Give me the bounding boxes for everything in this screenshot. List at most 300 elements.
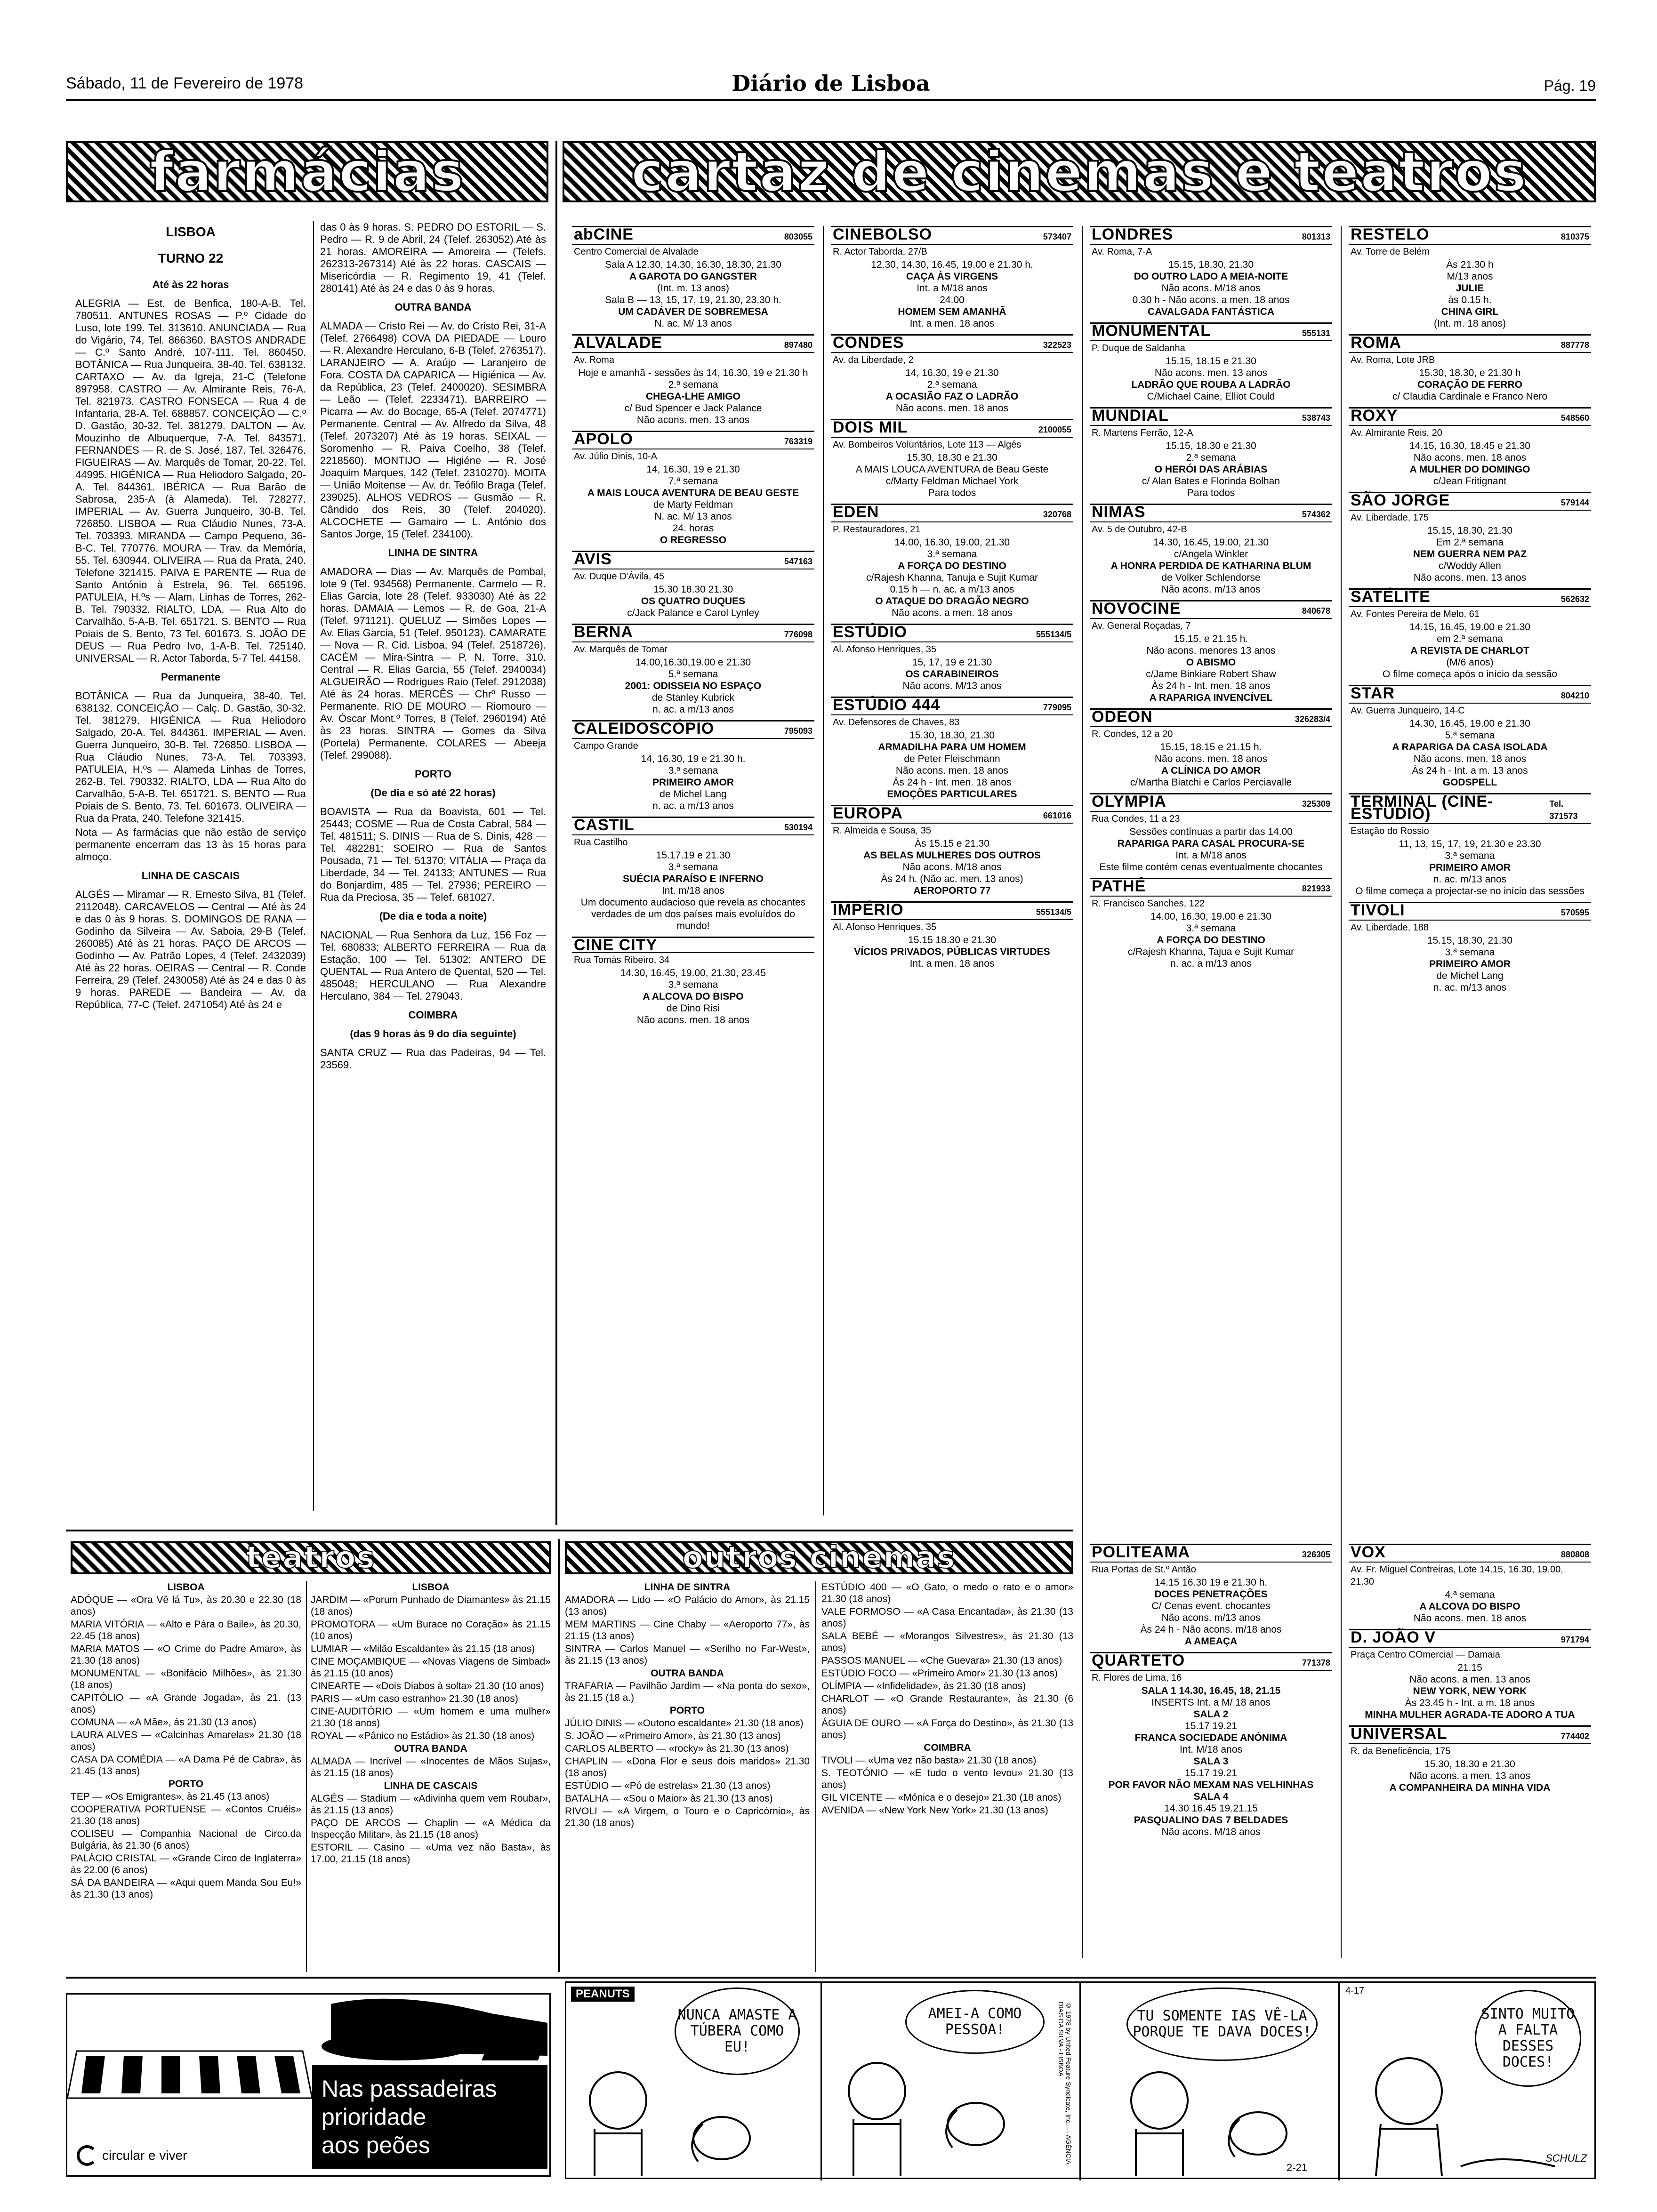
cinema-listing (831, 226, 1073, 329)
cinema-name: CALEIDOSCÓPIO (574, 720, 715, 737)
cinema-address: Rua Portas de St.º Antão (1092, 1564, 1196, 1575)
cinema-address: Av. da Liberdade, 2 (833, 355, 914, 365)
program-line: M/13 anos (1447, 271, 1493, 282)
farmacias-column-2 (320, 221, 546, 1511)
program-line: DOCES PENETRAÇÕES (1154, 1589, 1268, 1600)
listing-paragraph: COOPERATIVA PORTUENSE — «Contos Cruéis» 21.30 (18 anos) (71, 1804, 301, 1827)
cinema-listing (1349, 334, 1591, 402)
program-line: Às 24 h - Int. a m. 13 anos (1412, 765, 1528, 776)
cinema-phone: 771378 (1302, 1658, 1330, 1667)
cinema-program (1090, 633, 1332, 704)
cinemas-column-4-lower (1349, 1544, 1591, 1967)
program-line: n. ac. m/13 anos (1433, 982, 1507, 993)
cinema-listing (1090, 600, 1332, 704)
program-line: A REVISTA DE CHARLOT (1410, 645, 1529, 656)
cinema-header (1090, 708, 1332, 727)
page-number: Pág. 19 (1544, 77, 1596, 94)
column-divider (815, 1581, 816, 1972)
program-line: 15, 17, 19 e 21.30 (912, 657, 992, 668)
program-line: CHEGA-LHE AMIGO (645, 391, 741, 402)
cinema-phone: 322523 (1043, 340, 1071, 350)
program-line: NEW YORK, NEW YORK (1413, 1686, 1527, 1697)
program-line: 14.30, 16.45, 19.00, 21.30, 23.45 (620, 968, 766, 978)
program-line: c/Angela Winkler (1174, 549, 1248, 560)
cinema-phone: 897480 (784, 340, 812, 350)
cinema-name: UNIVERSAL (1351, 1725, 1448, 1743)
cinema-listing (1349, 492, 1591, 584)
program-line: UM CADÁVER DE SOBREMESA (618, 306, 768, 317)
column-divider (313, 221, 314, 1511)
program-line: de Stanley Kubrick (652, 692, 735, 703)
program-line: 15.15, 18.30, 21.30 (1427, 525, 1512, 536)
listing-paragraph: Nota — As farmácias que não estão de serviço permanente encerram das 13 às 15 horas para almoço. (75, 826, 306, 863)
cinema-address: Av. Júlio Dinis, 10-A (574, 451, 658, 462)
program-line: A MAIS LOUCA AVENTURA de Beau Geste (855, 464, 1049, 475)
cinema-address: P. Duque de Saldanha (1092, 343, 1185, 353)
cinema-program (831, 452, 1073, 499)
program-line: Não acons. men. 18 anos (1413, 753, 1527, 764)
listing-paragraph: LAURA ALVES — «Calcinhas Amarelas» 21.30 (18 anos) (71, 1730, 301, 1752)
cinema-address: Av. Fontes Pereira de Melo, 61 (1351, 609, 1480, 619)
program-line: 3.ª semana (668, 765, 718, 776)
cinema-listing (1090, 708, 1332, 788)
program-line: C/ Cenas event. chocantes (1151, 1601, 1271, 1611)
cinema-phone: 763319 (784, 437, 812, 446)
cinema-name: LONDRES (1092, 225, 1174, 243)
cinema-listing (1090, 322, 1332, 402)
cinema-header (1090, 795, 1332, 812)
section-heading: LISBOA (166, 224, 216, 239)
peanuts-comic-strip (565, 1981, 1596, 2179)
cartaz-banner (563, 141, 1596, 202)
listing-paragraph: BATALHA — «Sou o Maior» às 21.30 (13 anos) (565, 1793, 773, 1804)
program-line: 2001: ODISSEIA NO ESPAÇO (625, 681, 762, 691)
cinema-listing (572, 431, 814, 546)
cinema-listing (1349, 588, 1591, 680)
cinema-phone: 779095 (1043, 703, 1071, 712)
program-line: de Volker Schlendorse (1161, 572, 1261, 583)
listing-paragraph: SANTA CRUZ — Rua das Padeiras, 94 — Tel. 23569. (320, 1047, 546, 1071)
program-line: Sala A 12.30, 14.30, 16.30, 18.30, 21.30 (605, 259, 781, 270)
cinema-program (1090, 826, 1332, 873)
section-heading: LINHA DE CASCAIS (141, 870, 240, 882)
cinema-header (1090, 225, 1332, 245)
listing-paragraph: CAPITÓLIO — «A Grande Jogada», às 21. (13 anos) (71, 1692, 301, 1715)
listing-paragraph: CINE MOÇAMBIQUE — «Novas Viagens de Simbad» às 21.15 (10 anos) (311, 1656, 551, 1679)
comic-panel-date: 4-17 (1345, 1986, 1365, 1996)
cinema-address: Av. Liberdade, 175 (1351, 513, 1429, 523)
farmacias-banner (66, 141, 548, 202)
section-heading: TURNO 22 (158, 251, 224, 265)
program-line: Não acons. a men. 13 anos (1409, 1771, 1530, 1781)
program-line: n. ac. a m/13 anos (652, 801, 734, 811)
program-line: Não acons. men. 18 anos (1413, 1613, 1527, 1624)
cinema-program (1349, 440, 1591, 487)
program-line: Não acons. a men. 18 anos (892, 608, 1013, 618)
program-line: CORAÇÃO DE FERRO (1417, 379, 1522, 390)
cinema-header (831, 623, 1073, 642)
program-line: O HERÓI DAS ARÁBIAS (1154, 464, 1268, 475)
program-line: Não acons. men. 18 anos (895, 765, 1009, 776)
cinema-address: Centro Comercial de Alvalade (574, 247, 699, 257)
speech-bubble-2: AMEI-A COMO PESSOA! (905, 1990, 1045, 2054)
cinema-phone: 555131 (1302, 329, 1330, 338)
program-line: A ALCOVA DO BISPO (1419, 1601, 1520, 1612)
program-line: de Michel Lang (1436, 970, 1504, 981)
ad-slogan-line-1: Nas passadeiras (322, 2076, 497, 2102)
program-line: POR FAVOR NÃO MEXAM NAS VELHINHAS (1108, 1779, 1314, 1790)
program-line: 0.15 h — n. ac. a m/13 anos (890, 584, 1014, 595)
cinema-name: OLYMPIA (1092, 793, 1166, 810)
program-line: 14.00, 16.30, 19.00 e 21.30 (1150, 911, 1271, 922)
cartaz-banner-text: cartaz de cinemas e teatros (631, 139, 1528, 204)
program-line: 3.ª semana (668, 979, 718, 990)
program-line: 15.15, 18.30, 21.30 (1427, 935, 1512, 946)
cinema-address: Estação do Rossio (1351, 826, 1429, 836)
cinema-listing (572, 937, 814, 1026)
program-line: Hoje e amanhã - sessões às 14, 16.30, 19 e 21.30 h (578, 368, 808, 378)
cinema-listing (1090, 504, 1332, 595)
program-line: 3.ª semana (668, 862, 718, 873)
program-line: O ATAQUE DO DRAGÃO NEGRO (875, 596, 1029, 607)
program-line: A AMEAÇA (1184, 1636, 1238, 1647)
program-line: 0.30 h - Não acons. a men. 18 anos (1132, 295, 1290, 305)
program-line: 21.15 (1457, 1662, 1482, 1673)
cinema-phone: 326305 (1302, 1550, 1330, 1559)
cinema-program (1349, 525, 1591, 584)
cinema-name: AVIS (574, 550, 612, 568)
listing-paragraph: VALE FORMOSO — «A Casa Encantada», às 21.30 (13 anos) (821, 1606, 1073, 1629)
program-line: PRIMEIRO AMOR (652, 777, 734, 788)
program-line: Não acons. menores 13 anos (1146, 645, 1276, 656)
cinema-phone: 548560 (1560, 413, 1589, 423)
program-line: O filme começa após o início da sessão (1382, 669, 1558, 680)
program-line: OS CARABINEIROS (905, 669, 999, 680)
cinema-header (831, 225, 1073, 245)
comic-date: 2-21 (1287, 2162, 1308, 2173)
cinema-header (831, 418, 1073, 438)
section-heading: COIMBRA (924, 1742, 971, 1753)
cinema-header (1090, 503, 1332, 522)
cinema-phone: 804210 (1560, 691, 1589, 700)
program-line: 14.30, 16.45, 19.00, 21.30 (1153, 537, 1269, 548)
program-line: Não acons. M/18 anos (902, 862, 1002, 873)
program-line: MINHA MULHER AGRADA-TE ADORO A TUA (1365, 1709, 1575, 1720)
cinema-phone: 795093 (784, 726, 812, 736)
cinemas-column-4 (1349, 226, 1591, 1515)
cinema-phone: 555134/5 (1036, 630, 1071, 639)
listing-paragraph: PASSOS MANUEL — «Che Guevara» 21.30 (13 anos) (821, 1655, 1062, 1666)
newspaper-title: Diário de Lisboa (732, 71, 930, 96)
program-line: c/Marty Feldman Michael York (885, 476, 1019, 487)
cinema-listing (1349, 685, 1591, 788)
cinema-phone: 538743 (1302, 413, 1330, 423)
program-line: 7.ª semana (668, 476, 718, 487)
cinema-phone: 326283/4 (1295, 714, 1330, 724)
cinema-phone: 547163 (784, 557, 812, 566)
listing-paragraph: ESTÚDIO 400 — «O Gato, o medo o rato e o amor» 21.30 (18 anos) (821, 1582, 1073, 1604)
section-divider (66, 1530, 1073, 1531)
program-line: Às 24 h - Int. men. 18 anos (1151, 681, 1271, 691)
farmacias-banner-text: farmácias (149, 139, 465, 204)
program-line: Não acons. M/18 anos (1161, 1827, 1261, 1837)
cinema-header (1349, 1628, 1591, 1648)
program-line: 15.30, 18.30 e 21.30 (1424, 1759, 1515, 1770)
cinema-name: SÃO JORGE (1351, 491, 1450, 509)
ad-brand (77, 2145, 187, 2166)
cinema-phone: 803055 (784, 232, 812, 241)
cinema-phone: 555134/5 (1036, 907, 1071, 917)
cinema-name: ESTÚDIO (833, 623, 908, 641)
comic-copyright: © 1978 by United Feature Syndicate, Inc. — AGÊNCIA DIAS DA SILVA - LISBOA (1057, 2002, 1072, 2164)
cinema-name: TIVOLI (1351, 901, 1405, 919)
listing-paragraph: OLÍMPIA — «Infidelidade», às 21.30 (18 anos) (821, 1681, 1026, 1691)
comic-signature: SCHULZ (1545, 2152, 1587, 2164)
cinema-program (1349, 935, 1591, 994)
listing-paragraph: COLISEU — Companhia Nacional de Circo.da Bulgária, às 21.30 (6 anos) (71, 1828, 301, 1851)
program-line: Às 24 h - Não acons. m/18 anos (1140, 1624, 1282, 1635)
ad-slogan-line-3: aos peões (322, 2132, 430, 2158)
program-line: N. ac. M/ 13 anos (654, 511, 732, 522)
program-line: 14, 16.30, 19 e 21.30 (646, 464, 740, 475)
listing-paragraph: SALA BEBÉ — «Morangos Silvestres», às 21.30 (13 anos) (821, 1631, 1073, 1653)
cinema-name: MUNDIAL (1092, 407, 1169, 425)
teatros-banner-text: teatros (246, 1540, 376, 1575)
section-heading: PORTO (669, 1705, 705, 1716)
listing-paragraph: BOTÂNICA — Rua da Junqueira, 38-40. Tel. 638132. CONCEIÇÃO — Calç. D. Gastão, 30-32. Tel. 381279. HIGÉNICA — Rua Heliodoro Salgado, 20-A. Tel. 844361. IMPERIAL — Aven. Guerra Junqueiro, 30-B. Tel. 726850. LISBOA — Rua Cláudio Nunes, 73-A. Tel. 703393. PATULEIA, H.ºs — Alameda Linhas de Torres, 262-B. Tel. 790332. RIALTO, LDA — Rua Alto do Carvalhão, 5-A-B. Tel. 651721. S. BENTO — Rua Poiais de S. Bento, 73. Tel. 601673. OLIVEIRA — Rua da Prata, 240. Telefone 321415. (75, 690, 306, 824)
section-heading: OUTRA BANDA (394, 1743, 467, 1754)
cinema-listing (1090, 407, 1332, 499)
column-divider (1341, 226, 1342, 1958)
program-line: PRIMEIRO AMOR (1429, 959, 1511, 970)
cinema-header (572, 550, 814, 569)
cinema-name: DOIS MIL (833, 418, 908, 436)
cinema-address: Av. Duque D'Ávila, 45 (574, 571, 665, 582)
program-line: de Michel Lang (660, 789, 727, 800)
listing-paragraph: AVENIDA — «New York New York» 21.30 (13 anos) (821, 1805, 1048, 1816)
section-heading: LISBOA (167, 1582, 205, 1593)
listing-paragraph: CARLOS ALBERTO — «rocky» às 21.30 (13 anos) (565, 1743, 789, 1754)
cinema-header (572, 623, 814, 642)
cinema-phone: 530194 (784, 823, 812, 832)
cinema-program (572, 753, 814, 812)
section-heading: PORTO (415, 768, 451, 780)
program-line: 15.15, e 21.15 h. (1174, 633, 1248, 644)
section-heading: (De dia e só até 22 horas) (370, 787, 496, 799)
program-line: ARMADILHA PARA UM HOMEM (878, 742, 1026, 753)
cinema-header (1349, 684, 1591, 704)
cinema-program (831, 657, 1073, 692)
program-line: PASQUALINO DAS 7 BELDADES (1134, 1815, 1288, 1826)
listing-paragraph: CINE-AUDITÓRIO — «Um homem e uma mulher» 21.30 (18 anos) (311, 1706, 551, 1729)
outros-cinemas-banner (565, 1541, 1073, 1574)
cinema-name: QUARTETO (1092, 1651, 1185, 1669)
program-line: RAPARIGA PARA CASAL PROCURA-SE (1117, 838, 1305, 849)
cinema-listing (1349, 902, 1591, 994)
cinema-address: R. Martens Ferrão, 12-A (1092, 428, 1193, 438)
program-line: Para todos (928, 488, 976, 498)
program-line: Não acons. men. 18 anos (895, 403, 1009, 414)
program-line: Int. a men. 18 anos (909, 958, 995, 969)
cinema-program (1090, 1577, 1332, 1647)
cinema-phone: 574362 (1302, 510, 1330, 519)
program-line: 15.30 18.30 21.30 (653, 584, 733, 595)
program-line: Não acons. men. 18 anos (636, 1015, 750, 1026)
cinema-program (1349, 621, 1591, 680)
cinema-header (831, 804, 1073, 824)
program-line: 11, 13, 15, 17, 19, 21.30 e 23.30 (1399, 839, 1541, 850)
cinema-address: Av. Marquês de Tomar (574, 644, 668, 655)
cinema-header (572, 936, 814, 954)
cinema-header (1349, 588, 1591, 607)
cinema-address: R. Almeida e Sousa, 35 (833, 825, 932, 836)
program-line: c/Rajesh Khanna, Tanuja e Sujit Kumar (866, 572, 1038, 583)
cinema-name: MONUMENTAL (1092, 322, 1211, 340)
listing-paragraph: JARDIM — «Porum Punhado de Diamantes» às 21.15 (18 anos) (311, 1595, 551, 1617)
cinema-header (1349, 225, 1591, 245)
program-line: PRIMEIRO AMOR (1429, 862, 1511, 873)
cinema-listing (572, 720, 814, 812)
program-line: c/Rajesh Khanna, Tajua e Sujit Kumar (1127, 946, 1295, 957)
cinema-header (831, 901, 1073, 920)
program-line: 4.ª semana (1445, 1589, 1495, 1600)
cinema-phone: Tel. 371573 (1549, 799, 1578, 821)
section-divider (558, 1539, 560, 1972)
program-line: Em 2.ª semana (1436, 537, 1504, 548)
program-line: de Marty Feldman (653, 499, 733, 510)
cinema-name: PATHÉ (1092, 877, 1146, 895)
program-line: 3.ª semana (1445, 947, 1495, 958)
program-line: 14, 16.30, 19 e 21.30 (905, 368, 999, 378)
cinema-listing (1349, 1629, 1591, 1721)
program-line: Não acons. men. 13 anos (636, 415, 750, 425)
cinema-listing (572, 334, 814, 426)
cinema-phone: 325309 (1302, 799, 1330, 809)
program-line: 2.ª semana (927, 379, 977, 390)
cinema-program (831, 367, 1073, 414)
section-heading: COIMBRA (408, 1009, 458, 1021)
cinema-program (831, 838, 1073, 897)
section-divider (555, 141, 557, 1525)
speech-bubble-1: NUNCA AMASTE A TÚBERA COMO EU! (675, 1988, 800, 2075)
program-line: 15.17 19.21 (1185, 1721, 1237, 1731)
cinema-header (1090, 322, 1332, 341)
program-line: A RAPARIGA INVENCÍVEL (1149, 692, 1273, 703)
cinema-listing (572, 817, 814, 932)
cinema-address: Av. General Roçadas, 7 (1092, 621, 1191, 631)
program-line: SALA 4 (1193, 1791, 1229, 1802)
column-divider (1082, 226, 1083, 1958)
program-line: c/Martha Biatchi e Carlos Perciavalle (1130, 777, 1292, 788)
program-line: O filme começa a projectar-se no início das sessões (1355, 886, 1585, 897)
comic-characters (566, 1983, 1597, 2180)
program-line: SALA 3 (1193, 1756, 1229, 1767)
listing-paragraph: ESTÚDIO — «Pó de estrelas» 21.30 (13 anos) (565, 1780, 771, 1791)
listing-paragraph: ROYAL — «Pânico no Estádio» às 21.30 (18 anos) (311, 1731, 535, 1741)
speech-bubble-4: SINTO MUITO A FALTA DESSES DOCES! (1475, 1990, 1581, 2087)
cinema-program (1090, 741, 1332, 788)
cinema-header (1349, 491, 1591, 511)
program-line: c/ Bud Spencer e Jack Palance (624, 403, 762, 414)
cinema-program (572, 657, 814, 715)
masthead (66, 71, 1596, 101)
cinema-listing (1349, 1544, 1591, 1624)
cinema-phone: 774402 (1560, 1731, 1589, 1741)
listing-paragraph: PALÁCIO CRISTAL — «Grande Circo de Inglaterra» às 22.00 (6 anos) (71, 1853, 301, 1875)
cinema-address: Av. Guerra Junqueiro, 14-C (1351, 705, 1465, 716)
program-line: 15.17.19 e 21.30 (656, 850, 731, 861)
cinema-address: Av. Torre de Belém (1351, 247, 1430, 257)
cinema-name: TERMINAL (CINE-ESTÚDIO) (1351, 793, 1494, 823)
program-line: de Dino Risi (666, 1003, 720, 1014)
cinema-header (1090, 409, 1332, 426)
program-line: O ABISMO (1186, 657, 1236, 668)
cinema-listing (1090, 1652, 1332, 1838)
listing-paragraph: ADÓQUE — «Ora Vê lá Tu», às 20.30 e 22.30 (18 anos) (71, 1595, 301, 1617)
cinema-name: CONDES (833, 334, 904, 352)
listing-paragraph: LUMIAR — «Milão Escaldante» às 21.15 (18 anos) (311, 1643, 535, 1654)
program-line: Para todos (1187, 488, 1235, 498)
cinema-address: R. Francisco Sanches, 122 (1092, 898, 1205, 909)
cinema-header (1349, 795, 1591, 824)
listing-paragraph: ALGÉS — Miramar — R. Ernesto Silva, 81 (Telef. 2112048). CARCAVELOS — Central — Até às 24 e das 0 às 9 horas. S. DOMINGOS DE RANA — Godinho da Silveira — Av. Saboia, 29-B (Telef. 260085) Até às 21 horas. PAÇO DE ARCOS — Godinho — Av. Patrão Lopes, 4 (Telef. 2432039) Até às 22 horas. OEIRAS — Central — R. Conde Ferreira, 29 (Telef. 2430058) Até às 24 e das 0 às 9 horas. PAREDE — Bandeira — Av. da República, 77-C (Telef. 2471054) Até às 24 e (75, 889, 306, 1010)
cinema-listing (1349, 793, 1591, 897)
program-line: A RAPARIGA DA CASA ISOLADA (1392, 742, 1548, 753)
cinema-program (1090, 259, 1332, 318)
program-line: c/Jean Fritignant (1433, 476, 1507, 487)
cinemas-column-3-lower (1090, 1544, 1332, 1967)
program-line: c/Jack Palance e Carol Lynley (627, 608, 759, 618)
program-line: c/ Alan Bates e Florinda Bolhan (1142, 476, 1280, 487)
program-line: 15.15, 18.15 e 21.15 h. (1160, 742, 1262, 753)
cinema-name: ALVALADE (574, 334, 663, 352)
teatros-column-1 (71, 1581, 301, 1972)
cinema-header (1349, 334, 1591, 353)
cinema-header (1090, 1543, 1332, 1563)
ad-slogan-line-2: prioridade (322, 2104, 426, 2130)
program-line: HOMEM SEM AMANHÃ (898, 306, 1006, 317)
program-line: 15.15 18.30 e 21.30 (908, 935, 996, 946)
program-line: CAVALGADA FANTÁSTICA (1147, 306, 1275, 317)
program-line: c/Jame Binkiare Robert Shaw (1146, 669, 1276, 680)
listing-paragraph: PROMOTORA — «Um Burace no Coração» às 21.15 (10 anos) (311, 1619, 551, 1642)
section-heading: PORTO (168, 1779, 204, 1789)
program-line: Às 21.30 h (1446, 259, 1494, 270)
cinema-address: Al. Afonso Henriques, 35 (833, 644, 937, 655)
cinema-address: Rua Tomás Ribeiro, 34 (574, 955, 670, 965)
cinema-listing (1349, 407, 1591, 487)
program-line: 15.30, 18.30, e 21.30 h (1419, 368, 1521, 378)
listing-paragraph: AMADORA — Lido — «O Palácio do Amor», às 21.15 (13 anos) (565, 1595, 810, 1617)
cinema-phone: 880808 (1560, 1550, 1589, 1559)
listing-paragraph: GIL VICENTE — «Mónica e o desejo» 21.30 (18 anos) (821, 1792, 1062, 1803)
cinema-header (831, 503, 1073, 522)
listing-paragraph: das 0 às 9 horas. S. PEDRO DO ESTORIL — S. Pedro — R. 9 de Abril, 24 (Telef. 263052) Até às 21 horas. AMOREIRA — Amoreira — (Telefs. 262313-267314) Até às 22 horas. CASCAIS — Misericórdia — R. Regimento 19, 41 (Telef. 280141) Até às 24 e das 0 às 9 horas. (320, 221, 546, 294)
program-line: (M/6 anos) (1446, 657, 1494, 668)
farmacias-column-1 (75, 221, 306, 1511)
section-heading: OUTRA BANDA (651, 1668, 724, 1679)
program-line: Int. m/18 anos (661, 885, 725, 896)
cinema-listing (831, 334, 1073, 414)
cinema-header (1090, 877, 1332, 897)
listing-paragraph: ALGÉS — Stadium — «Adivinha quem vem Roubar», às 21.15 (13 anos) (311, 1793, 551, 1816)
program-line: às 0.15 h. (1448, 295, 1492, 305)
cinema-program (572, 584, 814, 619)
issue-date: Sábado, 11 de Fevereiro de 1978 (66, 74, 304, 92)
column-divider (306, 1581, 307, 1972)
cinema-listing (572, 226, 814, 329)
cinema-header (572, 334, 814, 353)
